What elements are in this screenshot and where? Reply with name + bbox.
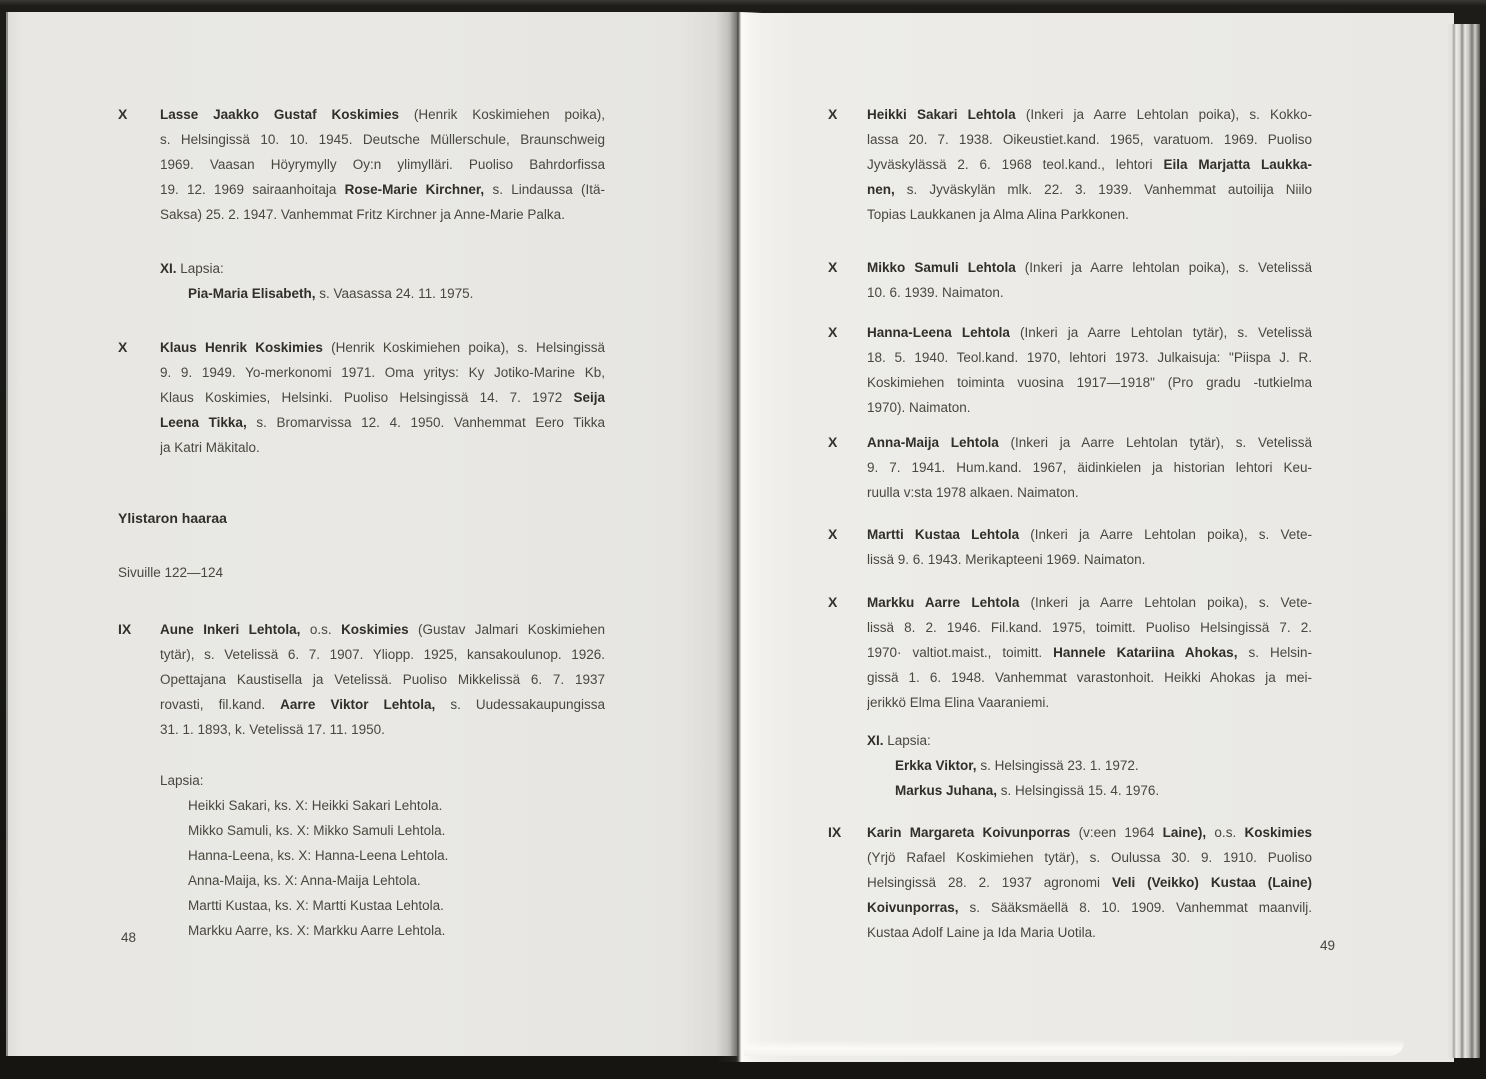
genealogy-entry: [828, 320, 1312, 420]
children-lines: [160, 793, 605, 943]
text: 1970). Naimaton.: [867, 400, 971, 415]
text: Martti Kustaa, ks. X: Martti Kustaa Lehtola.: [188, 898, 444, 913]
text: Klaus Koskimies, Helsinki. Puoliso Helsingissä 14. 7. 1972: [160, 390, 574, 405]
text: lissä 9. 6. 1943. Merikapteeni 1969. Naimaton.: [867, 552, 1146, 567]
text: gissä 1. 6. 1948. Vanhemmat varastonhoit. Heikki Ahokas ja mei-: [867, 670, 1312, 685]
left-page-number: 48: [121, 930, 137, 945]
generation-number: X: [828, 526, 838, 542]
text: 1969. Vaasan Höyrymylly Oy:n ylimylläri. Puoliso Bahrdorfissa: [160, 157, 605, 172]
bold-text: Karin Margareta Koivunporras: [867, 825, 1071, 840]
text: 9. 7. 1941. Hum.kand. 1967, äidinkielen ja historian lehtori Keu-: [867, 460, 1312, 475]
children-label-text: Lapsia:: [160, 773, 204, 788]
bold-text: Laine),: [1162, 825, 1207, 840]
text-line: [160, 335, 605, 360]
bold-text: nen,: [867, 182, 895, 197]
text-line: [867, 920, 1312, 945]
text: s. Helsingissä 15. 4. 1976.: [997, 783, 1160, 798]
text: s. Sääksmäellä 8. 10. 1909. Vanhemmat maanvilj.: [958, 900, 1312, 915]
entry-body: [160, 335, 605, 460]
bold-text: Mikko Samuli Lehtola: [867, 260, 1016, 275]
children-label: [160, 256, 605, 281]
bold-text: Aune Inkeri Lehtola,: [160, 622, 301, 637]
text: s. Bromarvissa 12. 4. 1950. Vanhemmat Eero Tikka: [246, 415, 605, 430]
generation-number: X: [118, 106, 128, 122]
text-line: [160, 152, 605, 177]
text: Topias Laukkanen ja Alma Alina Parkkonen.: [867, 207, 1129, 222]
bold-text: Markus Juhana,: [895, 783, 998, 798]
text: 18. 5. 1940. Teol.kand. 1970, lehtori 1973. Julkaisuja: "Piispa J. R.: [867, 350, 1312, 365]
bold-text: Koskimies: [1244, 825, 1312, 840]
text-line: [188, 918, 605, 943]
bold-text: Aarre Viktor Lehtola,: [280, 697, 436, 712]
text: s. Vaasassa 24. 11. 1975.: [315, 286, 474, 301]
text-line: [867, 895, 1312, 920]
text-line: [867, 690, 1312, 715]
text-line: [188, 843, 605, 868]
text: s. Helsingissä 10. 10. 1945. Deutsche Müllerschule, Braunschweig: [160, 132, 605, 147]
text: rovasti, fil.kand.: [160, 697, 281, 712]
children-lines: [160, 281, 605, 306]
children-block: [118, 768, 605, 943]
page-edge-stack: [1448, 24, 1480, 1058]
text-line: [867, 430, 1312, 455]
book-gutter-fold: [716, 12, 762, 1062]
genealogy-entry: [828, 820, 1312, 945]
text-line: [188, 281, 605, 306]
children-label: [160, 768, 605, 793]
text: (v:een 1964: [1070, 825, 1163, 840]
text-line: [867, 202, 1312, 227]
text: 1970· valtiot.maist., toimitt.: [867, 645, 1054, 660]
entry-body: [867, 590, 1312, 715]
children-label-text: Lapsia:: [887, 733, 931, 748]
text-line: [867, 280, 1312, 305]
genealogy-entry: [118, 617, 605, 742]
bold-text: Anna-Maija Lehtola: [867, 435, 999, 450]
bold-text: Pia-Maria Elisabeth,: [188, 286, 316, 301]
genealogy-entry: [828, 102, 1312, 227]
bold-text: Seija: [573, 390, 605, 405]
genealogy-entry: [828, 522, 1312, 572]
text-line: [867, 455, 1312, 480]
text: jerikkö Elma Elina Vaaraniemi.: [867, 695, 1050, 710]
text: Markku Aarre, ks. X: Markku Aarre Lehtola.: [188, 923, 446, 938]
text-line: [160, 102, 605, 127]
text-line: [188, 868, 605, 893]
entry-body: [867, 255, 1312, 305]
text-line: [867, 870, 1312, 895]
generation-number: IX: [828, 824, 842, 840]
text: ruulla v:sta 1978 alkaen. Naimaton.: [867, 485, 1079, 500]
generation-number: IX: [118, 621, 132, 637]
text-line: [867, 547, 1312, 572]
text-line: [160, 410, 605, 435]
text: (Henrik Koskimiehen poika),: [399, 107, 605, 122]
text-line: [160, 617, 605, 642]
text: Koskimiehen toiminta vuosina 1917—1918" (Pro gradu -tutkielma: [867, 375, 1312, 390]
children-label-number: XI.: [867, 733, 888, 748]
text-line: [867, 615, 1312, 640]
text: lassa 20. 7. 1938. Oikeustiet.kand. 1965, varatuom. 1969. Puoliso: [867, 132, 1312, 147]
entry-body: [867, 102, 1312, 227]
text-line: [867, 845, 1312, 870]
text: Kustaa Adolf Laine ja Ida Maria Uotila.: [867, 925, 1096, 940]
page-range-reference: [118, 560, 605, 585]
text-line: [867, 590, 1312, 615]
text-line: [160, 667, 605, 692]
genealogy-entry: [118, 102, 605, 227]
text: s. Helsingissä 23. 1. 1972.: [976, 758, 1139, 773]
bold-text: Veli (Veikko) Kustaa (Laine): [1111, 875, 1312, 890]
right-page-text-column: [828, 0, 1312, 945]
text: Mikko Samuli, ks. X: Mikko Samuli Lehtola.: [188, 823, 446, 838]
text-line: [160, 692, 605, 717]
text: (Inkeri ja Aarre Lehtolan poika), s. Vete-: [1019, 527, 1312, 542]
genealogy-entry: [828, 430, 1312, 505]
bold-text: Martti Kustaa Lehtola: [867, 527, 1020, 542]
text: Sivuille 122—124: [118, 565, 224, 580]
children-block: [828, 728, 1312, 803]
text: s. Jyväskylän mlk. 22. 3. 1939. Vanhemmat autoilija Niilo: [894, 182, 1312, 197]
text-line: [867, 255, 1312, 280]
generation-number: X: [828, 434, 838, 450]
text: Anna-Maija, ks. X: Anna-Maija Lehtola.: [188, 873, 421, 888]
left-page-text-column: [118, 0, 605, 943]
text-line: [895, 778, 1312, 803]
text: tytär), s. Vetelissä 6. 7. 1907. Yliopp. 1925, kansakoulunop. 1926.: [160, 647, 605, 662]
children-label-number: XI.: [160, 261, 181, 276]
bold-text: Hanna-Leena Lehtola: [867, 325, 1010, 340]
text: o.s.: [300, 622, 342, 637]
entry-body: [867, 820, 1312, 945]
text: 10. 6. 1939. Naimaton.: [867, 285, 1004, 300]
text: (Inkeri ja Aarre Lehtolan tytär), s. Vetelissä: [998, 435, 1312, 450]
text-line: [160, 717, 605, 742]
bold-text: Markku Aarre Lehtola: [867, 595, 1020, 610]
bold-text: Erkka Viktor,: [895, 758, 977, 773]
text: (Henrik Koskimiehen poika), s. Helsingissä: [322, 340, 605, 355]
right-page-number: 49: [1320, 938, 1336, 953]
text-line: [867, 395, 1312, 420]
generation-number: X: [828, 594, 838, 610]
genealogy-entry: [828, 255, 1312, 305]
text-line: [867, 640, 1312, 665]
children-block: [118, 256, 605, 306]
bottom-page-edge: [744, 1040, 1404, 1056]
text: Jyväskylässä 2. 6. 1968 teol.kand., lehtori: [867, 157, 1164, 172]
text: Helsingissä 28. 2. 1937 agronomi: [867, 875, 1112, 890]
bold-text: Rose-Marie Kirchner,: [344, 182, 485, 197]
text-line: [867, 480, 1312, 505]
text: (Inkeri ja Aarre Lehtolan poika), s. Kokko-: [1015, 107, 1312, 122]
text-line: [895, 753, 1312, 778]
text: s. Lindaussa (Itä-: [484, 182, 605, 197]
bold-text: Lasse Jaakko Gustaf Koskimies: [160, 107, 400, 122]
text-line: [867, 370, 1312, 395]
text-line: [867, 102, 1312, 127]
text-line: [867, 127, 1312, 152]
text-line: [160, 177, 605, 202]
text-line: [160, 360, 605, 385]
text: o.s.: [1206, 825, 1245, 840]
bold-text: Leena Tikka,: [160, 415, 247, 430]
bold-text: Heikki Sakari Lehtola: [867, 107, 1016, 122]
text-line: [188, 893, 605, 918]
entry-body: [867, 522, 1312, 572]
text: (Inkeri ja Aarre Lehtolan tytär), s. Vetelissä: [1009, 325, 1312, 340]
text: Saksa) 25. 2. 1947. Vanhemmat Fritz Kirchner ja Anne-Marie Palka.: [160, 207, 565, 222]
bold-text: Koivunporras,: [867, 900, 959, 915]
entry-body: [867, 320, 1312, 420]
text: s. Helsin-: [1237, 645, 1312, 660]
text-line: [160, 127, 605, 152]
text: 19. 12. 1969 sairaanhoitaja: [160, 182, 345, 197]
text: 31. 1. 1893, k. Vetelissä 17. 11. 1950.: [160, 722, 385, 737]
text-line: [160, 435, 605, 460]
text-line: [160, 642, 605, 667]
children-label-text: Lapsia:: [180, 261, 224, 276]
genealogy-entry: [118, 335, 605, 460]
text: (Inkeri ja Aarre Lehtolan poika), s. Vete-: [1019, 595, 1312, 610]
genealogy-entry: [828, 590, 1312, 715]
bold-text: Eila Marjatta Laukka-: [1163, 157, 1312, 172]
generation-number: X: [828, 106, 838, 122]
text: Hanna-Leena, ks. X: Hanna-Leena Lehtola.: [188, 848, 449, 863]
bold-text: Hannele Katariina Ahokas,: [1053, 645, 1238, 660]
bold-text: Koskimies: [341, 622, 409, 637]
bold-text: Ylistaron haaraa: [118, 510, 227, 526]
text: ja Katri Mäkitalo.: [160, 440, 260, 455]
text: (Gustav Jalmari Koskimiehen: [408, 622, 605, 637]
entry-body: [160, 102, 605, 227]
text: lissä 8. 2. 1946. Fil.kand. 1975, toimitt. Puoliso Helsingissä 7. 2.: [867, 620, 1312, 635]
text-line: [160, 385, 605, 410]
text-line: [160, 202, 605, 227]
text: s. Uudessakaupungissa: [435, 697, 605, 712]
text: 9. 9. 1949. Yo-merkonomi 1971. Oma yritys: Ky Jotiko-Marine Kb,: [160, 365, 605, 380]
text-line: [188, 818, 605, 843]
text-line: [188, 793, 605, 818]
text: Heikki Sakari, ks. X: Heikki Sakari Lehtola.: [188, 798, 443, 813]
children-label: [867, 728, 1312, 753]
entry-body: [160, 617, 605, 742]
text-line: [867, 665, 1312, 690]
text-line: [867, 177, 1312, 202]
text: Opettajana Kaustisella ja Vetelissä. Puoliso Mikkelissä 6. 7. 1937: [160, 672, 605, 687]
entry-body: [867, 430, 1312, 505]
section-heading: [118, 506, 605, 531]
generation-number: X: [118, 339, 128, 355]
text-line: [867, 345, 1312, 370]
generation-number: X: [828, 324, 838, 340]
text: (Yrjö Rafael Koskimiehen tytär), s. Oulussa 30. 9. 1910. Puoliso: [867, 850, 1312, 865]
bold-text: Klaus Henrik Koskimies: [160, 340, 323, 355]
text-line: [867, 320, 1312, 345]
text-line: [867, 522, 1312, 547]
generation-number: X: [828, 259, 838, 275]
children-lines: [867, 753, 1312, 803]
text: (Inkeri ja Aarre lehtolan poika), s. Vetelissä: [1015, 260, 1312, 275]
text-line: [867, 820, 1312, 845]
text-line: [867, 152, 1312, 177]
